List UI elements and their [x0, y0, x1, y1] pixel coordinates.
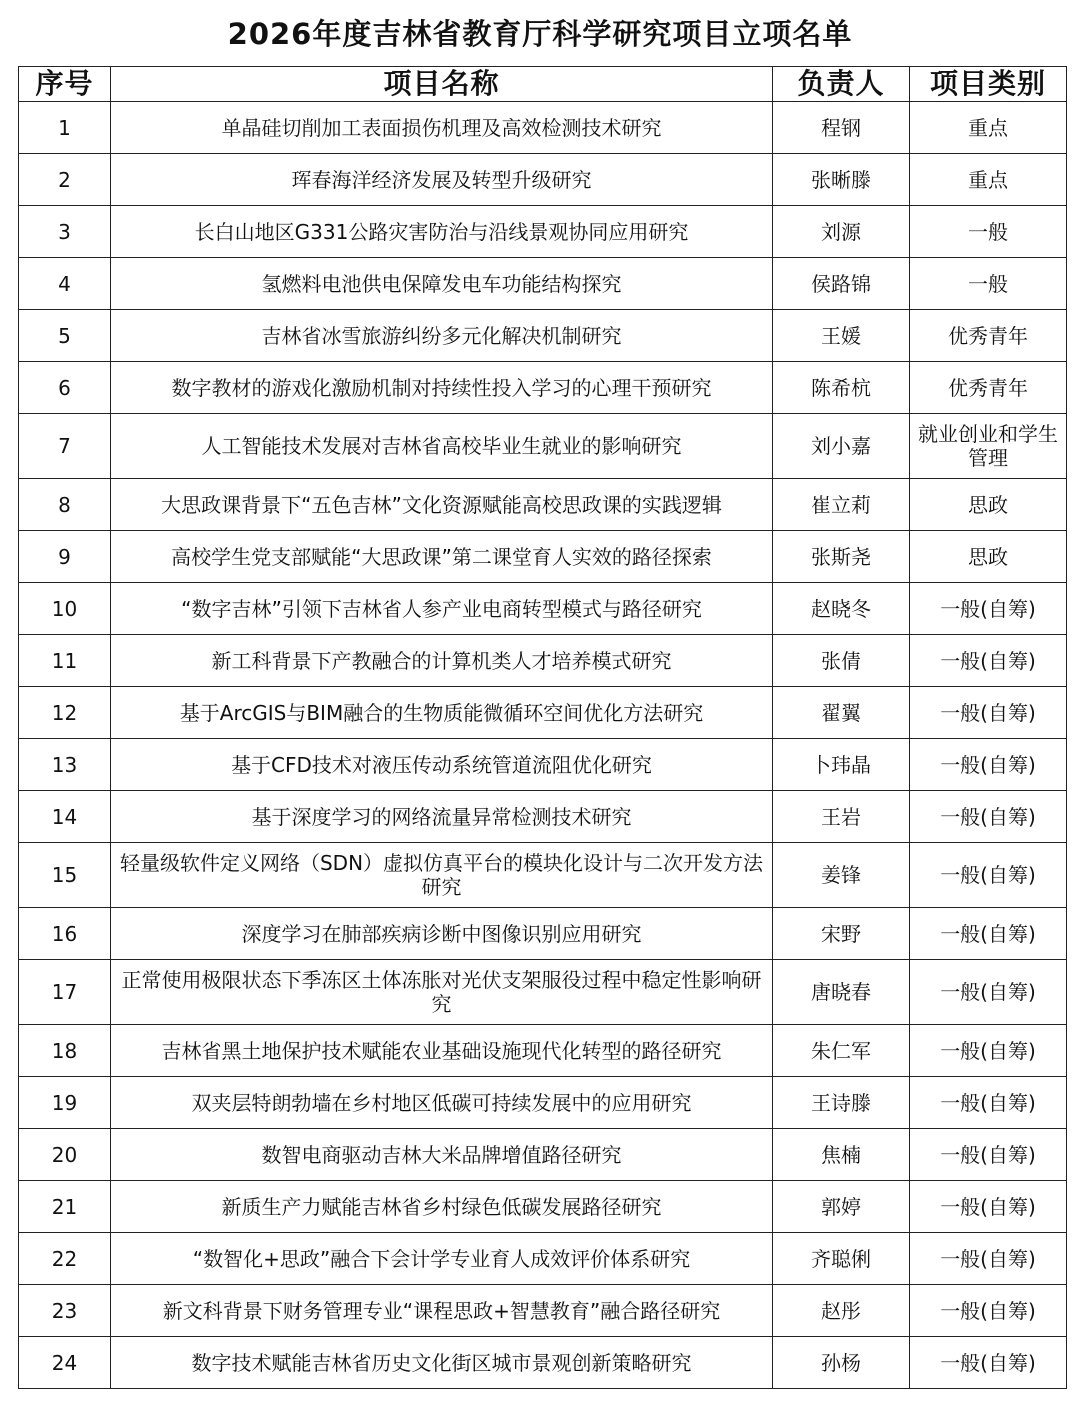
cell-name: 基于ArcGIS与BIM融合的生物质能微循环空间优化方法研究 — [111, 687, 773, 739]
table-row — [19, 154, 1067, 206]
table-row — [19, 687, 1067, 739]
cell-leader: 齐聪俐 — [773, 1233, 910, 1285]
cell-no: 3 — [19, 206, 111, 258]
cell-category: 一般(自筹) — [910, 1181, 1067, 1233]
cell-no: 18 — [19, 1025, 111, 1077]
cell-name: 吉林省黑土地保护技术赋能农业基础设施现代化转型的路径研究 — [111, 1025, 773, 1077]
cell-leader: 朱仁军 — [773, 1025, 910, 1077]
cell-leader: 翟翼 — [773, 687, 910, 739]
table-row — [19, 583, 1067, 635]
cell-category: 一般 — [910, 258, 1067, 310]
cell-category: 一般(自筹) — [910, 1233, 1067, 1285]
cell-no: 10 — [19, 583, 111, 635]
cell-category: 一般(自筹) — [910, 687, 1067, 739]
cell-name: 新文科背景下财务管理专业“课程思政+智慧教育”融合路径研究 — [111, 1285, 773, 1337]
cell-name: 高校学生党支部赋能“大思政课”第二课堂育人实效的路径探索 — [111, 531, 773, 583]
cell-no: 16 — [19, 908, 111, 960]
cell-leader: 张倩 — [773, 635, 910, 687]
cell-name: 深度学习在肺部疾病诊断中图像识别应用研究 — [111, 908, 773, 960]
cell-leader: 赵彤 — [773, 1285, 910, 1337]
header-no: 序号 — [19, 67, 111, 102]
table-row — [19, 362, 1067, 414]
cell-no: 1 — [19, 102, 111, 154]
table-row — [19, 1129, 1067, 1181]
cell-leader: 卜玮晶 — [773, 739, 910, 791]
cell-name: 基于深度学习的网络流量异常检测技术研究 — [111, 791, 773, 843]
cell-name: 氢燃料电池供电保障发电车功能结构探究 — [111, 258, 773, 310]
cell-category: 优秀青年 — [910, 310, 1067, 362]
cell-category: 一般(自筹) — [910, 1337, 1067, 1389]
cell-name: 轻量级软件定义网络（SDN）虚拟仿真平台的模块化设计与二次开发方法研究 — [111, 843, 773, 908]
cell-no: 22 — [19, 1233, 111, 1285]
cell-leader: 刘小嘉 — [773, 414, 910, 479]
cell-no: 17 — [19, 960, 111, 1025]
cell-category: 思政 — [910, 531, 1067, 583]
table-row — [19, 739, 1067, 791]
table-row — [19, 635, 1067, 687]
cell-name: 新质生产力赋能吉林省乡村绿色低碳发展路径研究 — [111, 1181, 773, 1233]
cell-category: 一般(自筹) — [910, 791, 1067, 843]
cell-category: 一般 — [910, 206, 1067, 258]
cell-leader: 侯路锦 — [773, 258, 910, 310]
cell-no: 8 — [19, 479, 111, 531]
cell-name: 数智电商驱动吉林大米品牌增值路径研究 — [111, 1129, 773, 1181]
cell-name: 数字教材的游戏化激励机制对持续性投入学习的心理干预研究 — [111, 362, 773, 414]
table-row — [19, 1285, 1067, 1337]
cell-no: 5 — [19, 310, 111, 362]
cell-leader: 郭婷 — [773, 1181, 910, 1233]
cell-no: 21 — [19, 1181, 111, 1233]
cell-leader: 宋野 — [773, 908, 910, 960]
cell-name: 数字技术赋能吉林省历史文化街区城市景观创新策略研究 — [111, 1337, 773, 1389]
cell-no: 23 — [19, 1285, 111, 1337]
cell-leader: 刘源 — [773, 206, 910, 258]
cell-no: 15 — [19, 843, 111, 908]
cell-category: 一般(自筹) — [910, 960, 1067, 1025]
table-row — [19, 1233, 1067, 1285]
cell-leader: 崔立莉 — [773, 479, 910, 531]
table-row — [19, 960, 1067, 1025]
cell-leader: 王岩 — [773, 791, 910, 843]
table-row — [19, 1337, 1067, 1389]
cell-no: 12 — [19, 687, 111, 739]
cell-no: 2 — [19, 154, 111, 206]
table-row — [19, 1077, 1067, 1129]
cell-name: 双夹层特朗勃墙在乡村地区低碳可持续发展中的应用研究 — [111, 1077, 773, 1129]
cell-category: 重点 — [910, 102, 1067, 154]
project-table — [18, 66, 1067, 1389]
table-row — [19, 479, 1067, 531]
cell-leader: 姜锋 — [773, 843, 910, 908]
cell-name: 长白山地区G331公路灾害防治与沿线景观协同应用研究 — [111, 206, 773, 258]
header-leader: 负责人 — [773, 67, 910, 102]
table-row — [19, 102, 1067, 154]
cell-name: 基于CFD技术对液压传动系统管道流阻优化研究 — [111, 739, 773, 791]
document-title: 2026年度吉林省教育厅科学研究项目立项名单 — [227, 17, 853, 51]
cell-name: 人工智能技术发展对吉林省高校毕业生就业的影响研究 — [111, 414, 773, 479]
table-row — [19, 414, 1067, 479]
cell-name: 正常使用极限状态下季冻区土体冻胀对光伏支架服役过程中稳定性影响研究 — [111, 960, 773, 1025]
cell-category: 一般(自筹) — [910, 635, 1067, 687]
cell-no: 7 — [19, 414, 111, 479]
cell-category: 优秀青年 — [910, 362, 1067, 414]
cell-no: 4 — [19, 258, 111, 310]
cell-leader: 张晰滕 — [773, 154, 910, 206]
cell-no: 9 — [19, 531, 111, 583]
cell-no: 14 — [19, 791, 111, 843]
table-header-row — [19, 67, 1067, 102]
cell-name: 吉林省冰雪旅游纠纷多元化解决机制研究 — [111, 310, 773, 362]
cell-category: 就业创业和学生管理 — [910, 414, 1067, 479]
cell-name: “数智化+思政”融合下会计学专业育人成效评价体系研究 — [111, 1233, 773, 1285]
cell-no: 13 — [19, 739, 111, 791]
table-row — [19, 791, 1067, 843]
header-category: 项目类别 — [910, 67, 1067, 102]
cell-no: 6 — [19, 362, 111, 414]
cell-no: 19 — [19, 1077, 111, 1129]
cell-leader: 张斯尧 — [773, 531, 910, 583]
cell-name: “数字吉林”引领下吉林省人参产业电商转型模式与路径研究 — [111, 583, 773, 635]
cell-leader: 焦楠 — [773, 1129, 910, 1181]
cell-no: 20 — [19, 1129, 111, 1181]
table-row — [19, 908, 1067, 960]
cell-leader: 王诗滕 — [773, 1077, 910, 1129]
cell-no: 11 — [19, 635, 111, 687]
table-row — [19, 1025, 1067, 1077]
cell-name: 珲春海洋经济发展及转型升级研究 — [111, 154, 773, 206]
cell-leader: 赵晓冬 — [773, 583, 910, 635]
table-row — [19, 258, 1067, 310]
cell-category: 一般(自筹) — [910, 1025, 1067, 1077]
cell-category: 思政 — [910, 479, 1067, 531]
cell-category: 一般(自筹) — [910, 739, 1067, 791]
cell-name: 新工科背景下产教融合的计算机类人才培养模式研究 — [111, 635, 773, 687]
header-name: 项目名称 — [111, 67, 773, 102]
table-row — [19, 310, 1067, 362]
cell-leader: 唐晓春 — [773, 960, 910, 1025]
cell-category: 一般(自筹) — [910, 1077, 1067, 1129]
cell-name: 单晶硅切削加工表面损伤机理及高效检测技术研究 — [111, 102, 773, 154]
cell-category: 一般(自筹) — [910, 908, 1067, 960]
cell-leader: 王媛 — [773, 310, 910, 362]
cell-category: 一般(自筹) — [910, 1129, 1067, 1181]
cell-leader: 程钢 — [773, 102, 910, 154]
cell-category: 重点 — [910, 154, 1067, 206]
table-row — [19, 1181, 1067, 1233]
cell-leader: 陈希杭 — [773, 362, 910, 414]
cell-name: 大思政课背景下“五色吉林”文化资源赋能高校思政课的实践逻辑 — [111, 479, 773, 531]
table-row — [19, 531, 1067, 583]
cell-no: 24 — [19, 1337, 111, 1389]
cell-leader: 孙杨 — [773, 1337, 910, 1389]
cell-category: 一般(自筹) — [910, 583, 1067, 635]
table-row — [19, 843, 1067, 908]
cell-category: 一般(自筹) — [910, 1285, 1067, 1337]
cell-category: 一般(自筹) — [910, 843, 1067, 908]
table-row — [19, 206, 1067, 258]
